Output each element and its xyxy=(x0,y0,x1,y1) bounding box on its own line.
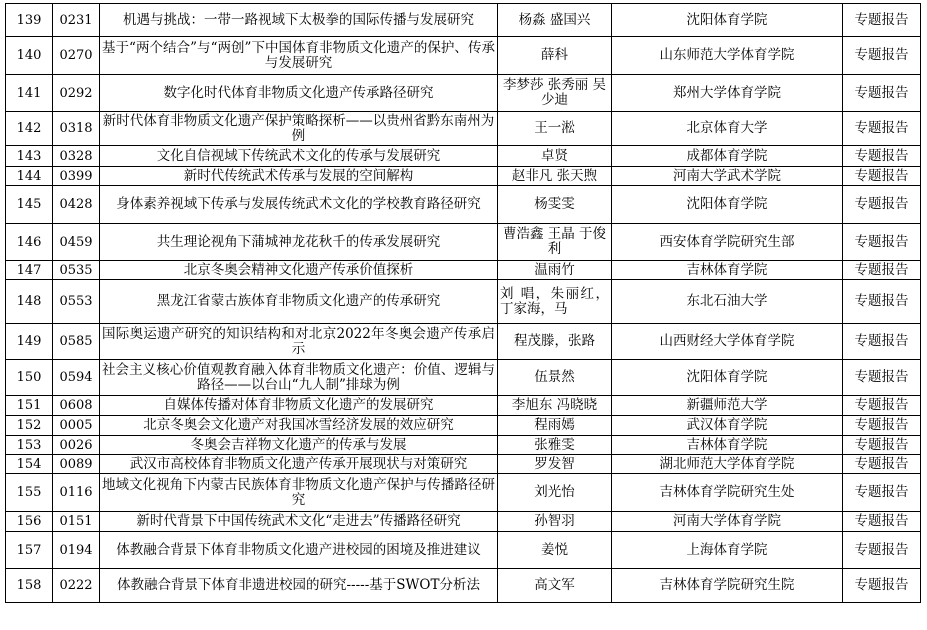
report-table-container xyxy=(5,3,921,603)
paper-code-cell: 0270 xyxy=(53,37,100,75)
paper-code-cell: 0553 xyxy=(53,280,100,324)
paper-title-cell: 冬奥会吉祥物文化遗产的传承与发展 xyxy=(100,436,498,455)
institution-cell: 北京体育大学 xyxy=(612,112,843,146)
row-number-cell: 142 xyxy=(6,112,53,146)
institution-cell: 吉林体育学院研究生处 xyxy=(612,474,843,512)
report-type-cell: 专题报告 xyxy=(843,261,921,280)
institution-cell: 东北石油大学 xyxy=(612,280,843,324)
authors-cell: 赵非凡 张天煦 xyxy=(498,167,612,186)
row-number-cell: 147 xyxy=(6,261,53,280)
row-number-cell: 156 xyxy=(6,512,53,532)
report-type-cell: 专题报告 xyxy=(843,224,921,261)
authors-cell: 杨雯雯 xyxy=(498,186,612,224)
paper-code-cell: 0594 xyxy=(53,360,100,396)
authors-cell: 刘 唱，朱丽红，丁家海，马 xyxy=(498,280,612,324)
row-number-cell: 151 xyxy=(6,396,53,416)
paper-title-cell: 新时代体育非物质文化遗产保护策略探析——以贵州省黔东南州为例 xyxy=(100,112,498,146)
authors-cell: 程茂滕，张路 xyxy=(498,324,612,360)
paper-code-cell: 0222 xyxy=(53,569,100,603)
institution-cell: 山东师范大学体育学院 xyxy=(612,37,843,75)
paper-code-cell: 0231 xyxy=(53,4,100,37)
table-row xyxy=(6,474,921,512)
report-type-cell: 专题报告 xyxy=(843,167,921,186)
report-type-cell: 专题报告 xyxy=(843,396,921,416)
row-number-cell: 155 xyxy=(6,474,53,512)
paper-title-cell: 机遇与挑战：一带一路视域下太极拳的国际传播与发展研究 xyxy=(100,4,498,37)
institution-cell: 吉林体育学院 xyxy=(612,261,843,280)
authors-cell: 刘光怡 xyxy=(498,474,612,512)
authors-cell: 曹浩鑫 王晶 于俊利 xyxy=(498,224,612,261)
authors-cell: 张雅雯 xyxy=(498,436,612,455)
row-number-cell: 143 xyxy=(6,146,53,167)
authors-cell: 罗发智 xyxy=(498,455,612,474)
table-row xyxy=(6,436,921,455)
table-row xyxy=(6,569,921,603)
report-type-cell: 专题报告 xyxy=(843,416,921,436)
row-number-cell: 146 xyxy=(6,224,53,261)
table-row xyxy=(6,261,921,280)
authors-cell: 李旭东 冯晓晓 xyxy=(498,396,612,416)
table-body xyxy=(6,4,921,603)
table-row xyxy=(6,167,921,186)
paper-code-cell: 0428 xyxy=(53,186,100,224)
row-number-cell: 139 xyxy=(6,4,53,37)
authors-cell: 王一淞 xyxy=(498,112,612,146)
paper-code-cell: 0318 xyxy=(53,112,100,146)
paper-title-cell: 北京冬奥会文化遗产对我国冰雪经济发展的效应研究 xyxy=(100,416,498,436)
table-row xyxy=(6,4,921,37)
institution-cell: 沈阳体育学院 xyxy=(612,4,843,37)
paper-title-cell: 共生理论视角下蒲城神龙花秋千的传承发展研究 xyxy=(100,224,498,261)
paper-title-cell: 数字化时代体育非物质文化遗产传承路径研究 xyxy=(100,75,498,112)
institution-cell: 武汉体育学院 xyxy=(612,416,843,436)
report-type-cell: 专题报告 xyxy=(843,436,921,455)
report-table xyxy=(5,3,921,603)
paper-code-cell: 0151 xyxy=(53,512,100,532)
row-number-cell: 157 xyxy=(6,532,53,569)
paper-title-cell: 新时代传统武术传承与发展的空间解构 xyxy=(100,167,498,186)
authors-cell: 姜悦 xyxy=(498,532,612,569)
institution-cell: 新疆师范大学 xyxy=(612,396,843,416)
report-type-cell: 专题报告 xyxy=(843,37,921,75)
report-type-cell: 专题报告 xyxy=(843,455,921,474)
report-type-cell: 专题报告 xyxy=(843,186,921,224)
row-number-cell: 141 xyxy=(6,75,53,112)
paper-code-cell: 0116 xyxy=(53,474,100,512)
paper-title-cell: 基于“两个结合”与“两创”下中国体育非物质文化遗产的保护、传承与发展研究 xyxy=(100,37,498,75)
table-row xyxy=(6,324,921,360)
paper-title-cell: 文化自信视域下传统武术文化的传承与发展研究 xyxy=(100,146,498,167)
paper-title-cell: 社会主义核心价值观教育融入体育非物质文化遗产：价值、逻辑与路径——以台山“九人制”排球为例 xyxy=(100,360,498,396)
authors-cell: 卓贤 xyxy=(498,146,612,167)
institution-cell: 湖北师范大学体育学院 xyxy=(612,455,843,474)
authors-cell: 程雨嫣 xyxy=(498,416,612,436)
table-row xyxy=(6,416,921,436)
paper-code-cell: 0194 xyxy=(53,532,100,569)
report-type-cell: 专题报告 xyxy=(843,512,921,532)
paper-code-cell: 0089 xyxy=(53,455,100,474)
paper-code-cell: 0535 xyxy=(53,261,100,280)
institution-cell: 吉林体育学院 xyxy=(612,436,843,455)
paper-code-cell: 0026 xyxy=(53,436,100,455)
row-number-cell: 145 xyxy=(6,186,53,224)
row-number-cell: 149 xyxy=(6,324,53,360)
table-row xyxy=(6,146,921,167)
paper-code-cell: 0459 xyxy=(53,224,100,261)
table-row xyxy=(6,396,921,416)
report-type-cell: 专题报告 xyxy=(843,112,921,146)
row-number-cell: 158 xyxy=(6,569,53,603)
paper-title-cell: 自媒体传播对体育非物质文化遗产的发展研究 xyxy=(100,396,498,416)
table-row xyxy=(6,360,921,396)
institution-cell: 山西财经大学体育学院 xyxy=(612,324,843,360)
paper-code-cell: 0585 xyxy=(53,324,100,360)
row-number-cell: 152 xyxy=(6,416,53,436)
row-number-cell: 153 xyxy=(6,436,53,455)
institution-cell: 吉林体育学院研究生院 xyxy=(612,569,843,603)
table-row xyxy=(6,512,921,532)
authors-cell: 高文军 xyxy=(498,569,612,603)
paper-title-cell: 武汉市高校体育非物质文化遗产传承开展现状与对策研究 xyxy=(100,455,498,474)
row-number-cell: 140 xyxy=(6,37,53,75)
report-type-cell: 专题报告 xyxy=(843,360,921,396)
institution-cell: 上海体育学院 xyxy=(612,532,843,569)
institution-cell: 沈阳体育学院 xyxy=(612,186,843,224)
row-number-cell: 144 xyxy=(6,167,53,186)
report-type-cell: 专题报告 xyxy=(843,4,921,37)
institution-cell: 郑州大学体育学院 xyxy=(612,75,843,112)
row-number-cell: 148 xyxy=(6,280,53,324)
row-number-cell: 150 xyxy=(6,360,53,396)
paper-code-cell: 0399 xyxy=(53,167,100,186)
report-type-cell: 专题报告 xyxy=(843,474,921,512)
authors-cell: 伍景然 xyxy=(498,360,612,396)
table-row xyxy=(6,532,921,569)
table-row xyxy=(6,75,921,112)
paper-title-cell: 国际奥运遗产研究的知识结构和对北京2022年冬奥会遗产传承启示 xyxy=(100,324,498,360)
table-row xyxy=(6,112,921,146)
table-row xyxy=(6,224,921,261)
institution-cell: 西安体育学院研究生部 xyxy=(612,224,843,261)
table-row xyxy=(6,186,921,224)
paper-title-cell: 黑龙江省蒙古族体育非物质文化遗产的传承研究 xyxy=(100,280,498,324)
authors-cell: 李梦莎 张秀丽 吴少迪 xyxy=(498,75,612,112)
paper-title-cell: 体教融合背景下体育非物质文化遗产进校园的困境及推进建议 xyxy=(100,532,498,569)
row-number-cell: 154 xyxy=(6,455,53,474)
institution-cell: 沈阳体育学院 xyxy=(612,360,843,396)
table-row xyxy=(6,280,921,324)
authors-cell: 薛科 xyxy=(498,37,612,75)
authors-cell: 孙智羽 xyxy=(498,512,612,532)
paper-title-cell: 体教融合背景下体育非遗进校园的研究-----基于SWOT分析法 xyxy=(100,569,498,603)
report-type-cell: 专题报告 xyxy=(843,324,921,360)
authors-cell: 温雨竹 xyxy=(498,261,612,280)
institution-cell: 成都体育学院 xyxy=(612,146,843,167)
institution-cell: 河南大学武术学院 xyxy=(612,167,843,186)
report-type-cell: 专题报告 xyxy=(843,532,921,569)
paper-code-cell: 0005 xyxy=(53,416,100,436)
paper-title-cell: 新时代背景下中国传统武术文化“走进去”传播路径研究 xyxy=(100,512,498,532)
report-type-cell: 专题报告 xyxy=(843,569,921,603)
report-type-cell: 专题报告 xyxy=(843,146,921,167)
paper-title-cell: 身体素养视域下传承与发展传统武术文化的学校教育路径研究 xyxy=(100,186,498,224)
paper-code-cell: 0328 xyxy=(53,146,100,167)
paper-code-cell: 0608 xyxy=(53,396,100,416)
report-type-cell: 专题报告 xyxy=(843,280,921,324)
report-type-cell: 专题报告 xyxy=(843,75,921,112)
paper-code-cell: 0292 xyxy=(53,75,100,112)
institution-cell: 河南大学体育学院 xyxy=(612,512,843,532)
paper-title-cell: 地域文化视角下内蒙古民族体育非物质文化遗产保护与传播路径研究 xyxy=(100,474,498,512)
table-row xyxy=(6,455,921,474)
table-row xyxy=(6,37,921,75)
paper-title-cell: 北京冬奥会精神文化遗产传承价值探析 xyxy=(100,261,498,280)
authors-cell: 杨淼 盛国兴 xyxy=(498,4,612,37)
